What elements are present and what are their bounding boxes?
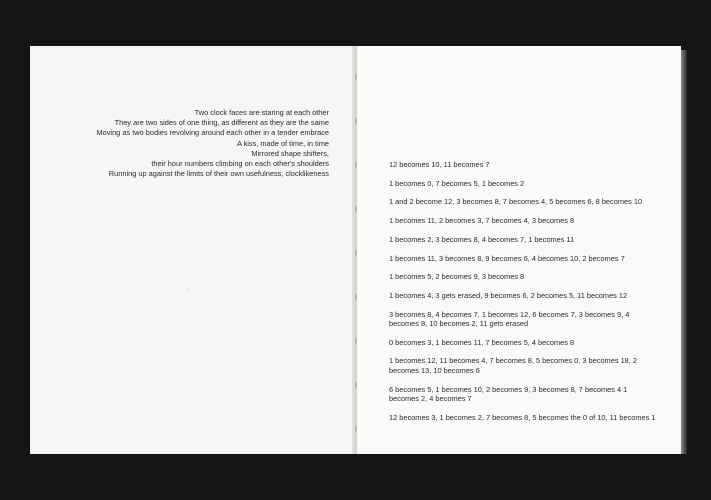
poem-line: Running up against the limits of their own usefulness, clocklikeness bbox=[108, 169, 329, 179]
list-item: 12 becomes 10, 11 becomes 7 bbox=[389, 160, 490, 169]
list-item: 1 becomes 0, 7 becomes 5, 1 becomes 2 bbox=[389, 178, 525, 188]
transformation-list bbox=[389, 160, 659, 431]
poem-block bbox=[96, 108, 329, 179]
list-item: 1 becomes 12, 11 becomes 4, 7 becomes 8, 5 becomes 0, 3 becomes 18, 2 becomes 13, 10 becomes 6 bbox=[389, 356, 638, 375]
left-page bbox=[30, 46, 355, 454]
list-item: 6 becomes 5, 1 becomes 10, 2 becomes 9, 3 becomes 8, 7 becomes 4 1 becomes 2, 4 becomes 7 bbox=[389, 384, 628, 403]
list-item: 1 and 2 become 12, 3 becomes 8, 7 becomes 4, 5 becomes 6, 8 becomes 10 bbox=[389, 197, 643, 207]
poem-line: They are two sides of one thing, as different as they are the same bbox=[114, 118, 329, 128]
list-item: 3 becomes 8, 4 becomes 7, 1 becomes 12, 6 becomes 7, 3 becomes 9, 4 becomes 8, 10 becomes 2, 11 gets erased bbox=[389, 309, 630, 329]
list-item: 1 becomes 4, 3 gets erased, 9 becomes 6, 2 becomes 5, 11 becomes 12 bbox=[389, 290, 628, 300]
list-item: 1 becomes 2, 3 becomes 8, 4 becomes 7, 1 becomes 11 bbox=[389, 234, 575, 244]
list-item: 1 becomes 11, 3 becomes 8, 9 becomes 6, 4 becomes 10, 2 becomes 7 bbox=[389, 253, 625, 263]
list-item: 1 becomes 5, 2 becomes 9, 3 becomes 8 bbox=[389, 272, 525, 282]
list-item: 12 becomes 3, 1 becomes 2, 7 becomes 8, 5 becomes the 0 of 10, 11 becomes 1 bbox=[389, 412, 656, 422]
poem-line: A kiss, made of time, in time bbox=[236, 138, 329, 148]
poem-line: Moving as two bodies revolving around each other in a tender embrace bbox=[96, 128, 329, 138]
poem-line: Mirrored shape shifters, bbox=[251, 148, 329, 158]
list-item: 0 becomes 3, 1 becomes 11, 7 becomes 5, 4 becomes 8 bbox=[389, 337, 575, 347]
paper-speck bbox=[188, 289, 189, 290]
poem-line: their hour numbers climbing on each other's shoulders bbox=[151, 159, 329, 169]
list-item: 1 becomes 11, 2 becomes 3, 7 becomes 4, 3 becomes 8 bbox=[389, 216, 575, 226]
poem-line: Two clock faces are staring at each other bbox=[194, 108, 329, 117]
page-edge bbox=[681, 50, 687, 454]
